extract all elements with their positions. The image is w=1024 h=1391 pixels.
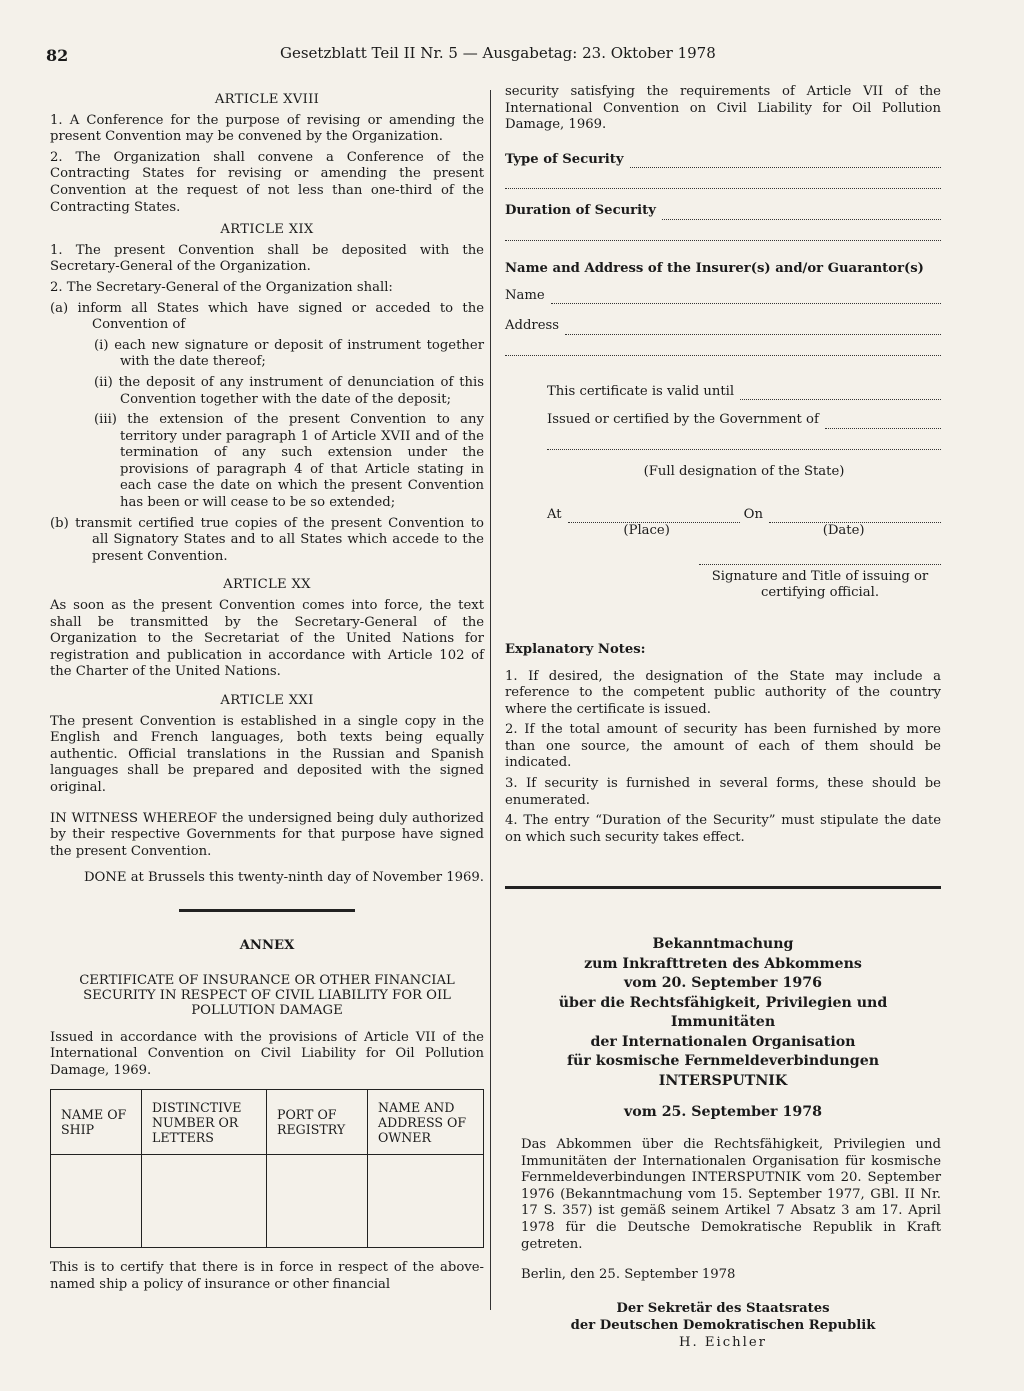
dotted-line [565, 324, 941, 335]
announcement-title-line: Bekanntmachung [652, 936, 794, 953]
table-cell [51, 1155, 142, 1248]
dotted-line [699, 556, 941, 565]
type-of-security-label: Type of Security [505, 151, 624, 167]
article-xxi-para: The present Convention is established in a single copy in the English and French languages, both texts being equally authentic. Official translations in the Russian and Spanish languages shall be prepared and deposited with the signed original. [50, 713, 484, 795]
certify-statement: This is to certify that there is in force in respect of the above-named ship a policy of insurance or other financial [50, 1260, 484, 1292]
table-cell [142, 1155, 267, 1248]
section-divider [505, 886, 941, 889]
announcement-title-line: der Internationalen Organisation [590, 1033, 856, 1050]
place-date-captions [547, 523, 941, 540]
signatory-title-line: Der Sekretär des Staatsrates [616, 1300, 830, 1316]
right-column [505, 84, 941, 1351]
article-xviii-para-1: 1. A Conference for the purpose of revising or amending the present Convention may be convened by the Organization. [50, 112, 484, 145]
valid-until-label: This certificate is valid until [547, 383, 735, 399]
announcement-title-line: für kosmische Fernmeldeverbindungen INTERSPUTNIK [566, 1053, 880, 1089]
signatory-block [505, 1300, 941, 1351]
article-xix-item-a-iii: (iii) the extension of the present Convention to any territory under paragraph 1 of Article XVII and of the termination of any such extension under the provisions of paragraph 4 of that Article stating in each case the date on which the present Convention has been or will cease to be so extended; [94, 412, 484, 511]
signature-caption: Signature and Title of issuing or certifying official. [711, 568, 929, 601]
announcement-date: vom 25. September 1978 [624, 1104, 822, 1121]
article-xxi-title: ARTICLE XXI [220, 693, 314, 708]
dotted-line [547, 439, 941, 450]
article-xix-item-a: (a) inform all States which have signed or acceded to the Convention of [50, 300, 484, 333]
announcement-title [505, 935, 941, 1123]
article-xix-title: ARTICLE XIX [220, 222, 314, 238]
notes-title: Explanatory Notes: [505, 641, 646, 657]
place-caption: (Place) [623, 523, 670, 539]
dotted-line [551, 293, 941, 304]
announcement-title-line: über die Rechtsfähigkeit, Privilegien und Immunitäten [558, 994, 888, 1031]
valid-until-row [547, 384, 941, 401]
announcement-title-line: zum Inkrafttreten des Abkommens [584, 955, 862, 972]
article-xix-item-b: (b) transmit certified true copies of the present Convention to all Signatory States and to all States which accede to the present Convention. [50, 515, 484, 564]
insurer-heading [505, 261, 941, 278]
article-xix-item-a-i: (i) each new signature or deposit of instrument together with the date thereof; [94, 337, 484, 370]
dotted-line [505, 230, 941, 241]
table-header-cell: NAME OF SHIP [51, 1090, 142, 1155]
date-caption: (Date) [822, 523, 865, 539]
dotted-line [568, 512, 740, 523]
note-2: 2. If the total amount of security has been furnished by more than one source, the amount of each of them should be indicated. [505, 722, 941, 771]
announcement-body: Das Abkommen über die Rechtsfähigkeit, Privilegien und Immunitäten der Internationalen Organisation für kosmische Fernmeldeverbindungen INTERSPUTNIK vom 20. September 1976 (Bekanntmachung vom 15. September 1977, GBl. II Nr. 17 S. 357) ist gemäß seinem Artikel 7 Absatz 3 am 17. April 1978 für die Deutsche Demokratische Republik in Kraft getreten. [521, 1136, 941, 1252]
issued-by-row [547, 412, 941, 429]
article-xix-para-2: 2. The Secretary-General of the Organization shall: [50, 279, 393, 295]
signatory-title-line: der Deutschen Demokratischen Republik [570, 1317, 876, 1333]
place-and-date: Berlin, den 25. September 1978 [521, 1267, 736, 1283]
article-xx-para: As soon as the present Convention comes into force, the text shall be transmitted by the Secretary-General of the Organization to the Secretariat of the United Nations for registration and publication in accordance with Article 102 of the Charter of the United Nations. [50, 598, 484, 680]
running-title: Gesetzblatt Teil II Nr. 5 — Ausgabetag: 23. Oktober 1978 [280, 44, 716, 62]
table-header-cell: PORT OF REGISTRY [267, 1090, 368, 1155]
note-1: 1. If desired, the designation of the State may include a reference to the competent public authority of the country where the certificate is issued. [505, 668, 941, 717]
at-label: At [547, 506, 562, 522]
duration-row [505, 203, 941, 220]
table-header-cell: NAME AND ADDRESS OF OWNER [368, 1090, 484, 1155]
article-xix-para-1: 1. The present Convention shall be deposited with the Secretary-General of the Organization. [50, 242, 484, 275]
issued-by-label: Issued or certified by the Government of [547, 412, 819, 428]
dotted-line [662, 209, 941, 220]
column-divider [490, 90, 491, 1310]
certificate-title: CERTIFICATE OF INSURANCE OR OTHER FINANCIAL SECURITY IN RESPECT OF CIVIL LIABILITY FOR OIL POLLUTION DAMAGE [79, 972, 455, 1018]
address-row [505, 318, 941, 335]
ship-table [50, 1089, 484, 1248]
witness-clause: IN WITNESS WHEREOF the undersigned being duly authorized by their respective Governments for that purpose have signed the present Convention. [50, 810, 484, 859]
article-xviii-title: ARTICLE XVIII [214, 92, 320, 107]
announcement-title-line: vom 20. September 1976 [624, 975, 822, 992]
dotted-line [505, 345, 941, 356]
article-xix-item-a-ii: (ii) the deposit of any instrument of denunciation of this Convention together with the date of the deposit; [94, 374, 484, 407]
name-row [505, 288, 941, 305]
annex-title: ANNEX [239, 937, 295, 953]
place-date-row [547, 507, 941, 524]
dotted-line [769, 512, 941, 523]
table-cell [267, 1155, 368, 1248]
certificate-continuation: security satisfying the requirements of Article VII of the International Convention on Civil Liability for Oil Pollution Damage, 1969. [505, 84, 941, 133]
name-label: Name [505, 287, 545, 303]
dotted-line [630, 157, 941, 168]
dotted-line [825, 418, 941, 429]
note-3: 3. If security is furnished in several forms, these should be enumerated. [505, 776, 941, 808]
table-cell [368, 1155, 484, 1248]
validity-block [547, 384, 941, 602]
issued-statement: Issued in accordance with the provisions of Article VII of the International Convention on Civil Liability for Oil Pollution Damage, 1969. [50, 1029, 484, 1078]
signatory-name: H. Eichler [679, 1334, 767, 1350]
article-xviii-para-2: 2. The Organization shall convene a Conference of the Contracting States for revising or amending the present Convention at the request of not less than one-third of the Contracting States. [50, 149, 484, 215]
section-divider [179, 909, 355, 912]
dotted-line [505, 178, 941, 189]
type-of-security-row [505, 152, 941, 169]
page-number: 82 [46, 46, 69, 65]
address-label: Address [505, 318, 560, 334]
done-at-line: DONE at Brussels this twenty-ninth day of November 1969. [83, 870, 484, 886]
article-xx-title: ARTICLE XX [223, 577, 311, 593]
on-label: On [743, 506, 763, 522]
state-caption: (Full designation of the State) [643, 463, 845, 479]
duration-label: Duration of Security [505, 203, 656, 219]
dotted-line [740, 389, 941, 400]
insurer-label: Name and Address of the Insurer(s) and/or Guarantor(s) [505, 260, 924, 276]
left-column [50, 86, 484, 1298]
note-4: 4. The entry “Duration of the Security” must stipulate the date on which such security takes effect. [505, 813, 941, 845]
table-header-cell: DISTINCTIVE NUMBER OR LETTERS [142, 1090, 267, 1155]
